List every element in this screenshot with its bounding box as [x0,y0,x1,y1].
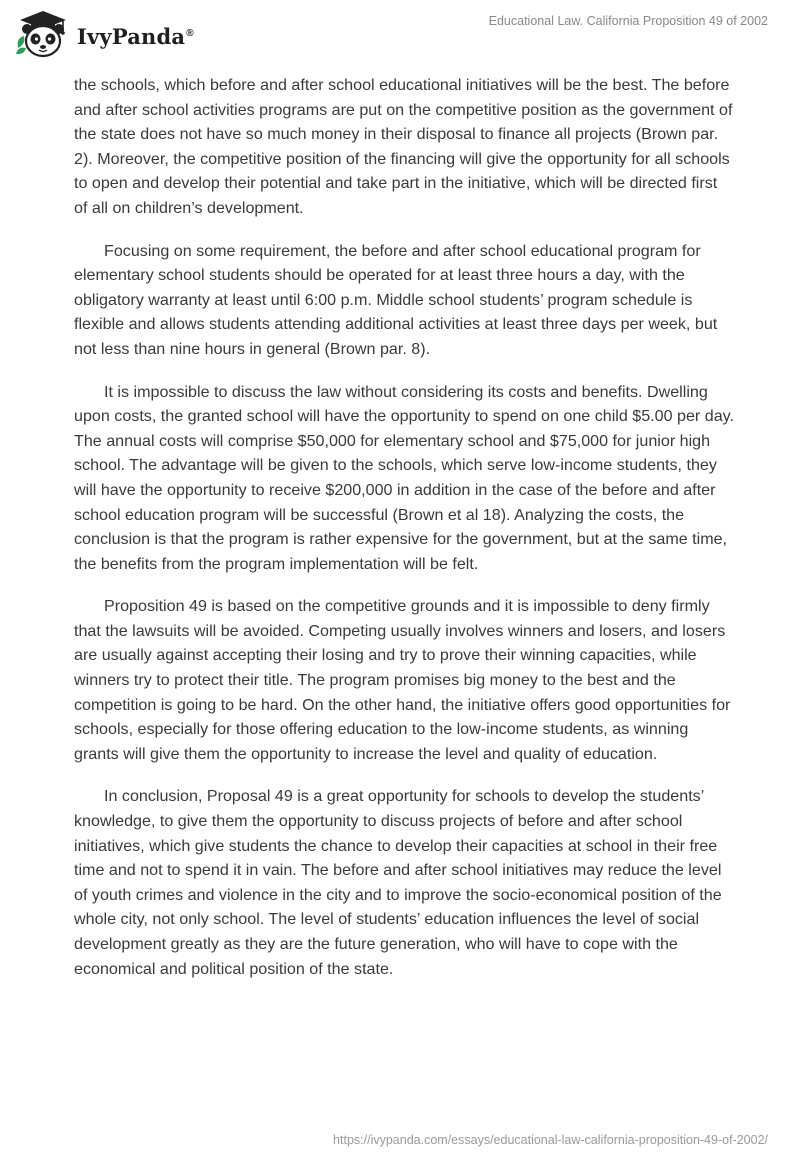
page-header [0,0,800,70]
source-url[interactable]: https://ivypanda.com/essays/educational-law-california-proposition-49-of-2002/ [333,1133,768,1147]
paragraph: In conclusion, Proposal 49 is a great opportunity for schools to develop the students’ knowledge, to give them the opportunity to discuss projects of before and after school initiatives, which give students the chance to develop their capacities at school in their free time and not to spend it in vain. The before and after school initiatives may reduce the level of youth crimes and violence in the city and to improve the socio-economical position of the whole city, not only school. The level of students’ education influences the level of social development greatly as they are the future generation, who will have to cope with the economical and political position of the state. [74,787,722,978]
essay-body [74,73,734,999]
brand-name: IvyPanda® [77,23,194,49]
paragraph: Proposition 49 is based on the competitive grounds and it is impossible to deny firmly that the lawsuits will be avoided. Competing usually involves winners and losers, and losers are usually against accepting their losing and try to prove their winning capacities, while winners try to protect their title. The program promises big money to the best and the competition is going to be hard. On the other hand, the initiative offers good opportunities for schools, especially for those offering education to the low-income students, as winning grants will give them the opportunity to increase the level and quality of education. [74,597,731,763]
paragraph: Focusing on some requirement, the before and after school educational program for elementary school students should be operated for at least three hours a day, with the obligatory warranty at least until 6:00 p.m. Middle school students’ program schedule is flexible and allows students attending additional activities at least three days per week, but not less than nine hours in general (Brown par. 8). [74,241,718,358]
document-title: Educational Law. California Proposition 49 of 2002 [488,14,768,28]
panda-graduation-cap-icon [14,8,72,60]
paragraph: the schools, which before and after school educational initiatives will be the best. The before and after school activities programs are put on the competitive position as the government of the state does not have so much money in their disposal to finance all projects (Brown par. 2). Moreover, the competitive position of the financing will give the opportunity for all schools to open and develop their potential and take part in the initiative, which will be directed first of all on children’s development. [74,76,733,217]
registered-mark: ® [186,27,194,39]
ivypanda-logo[interactable] [14,8,194,60]
paragraph: It is impossible to discuss the law without considering its costs and benefits. Dwelling upon costs, the granted school will have the opportunity to spend on one child $5.00 per day. The annual costs will comprise $50,000 for elementary school and $75,000 for junior high school. The advantage will be given to the schools, which serve low-income students, they will have the opportunity to receive $200,000 in addition in the case of the before and after school education program will be successful (Brown et al 18). Analyzing the costs, the conclusion is that the program is rather expensive for the government, but at the same time, the benefits from the program implementation will be felt. [74,382,734,573]
